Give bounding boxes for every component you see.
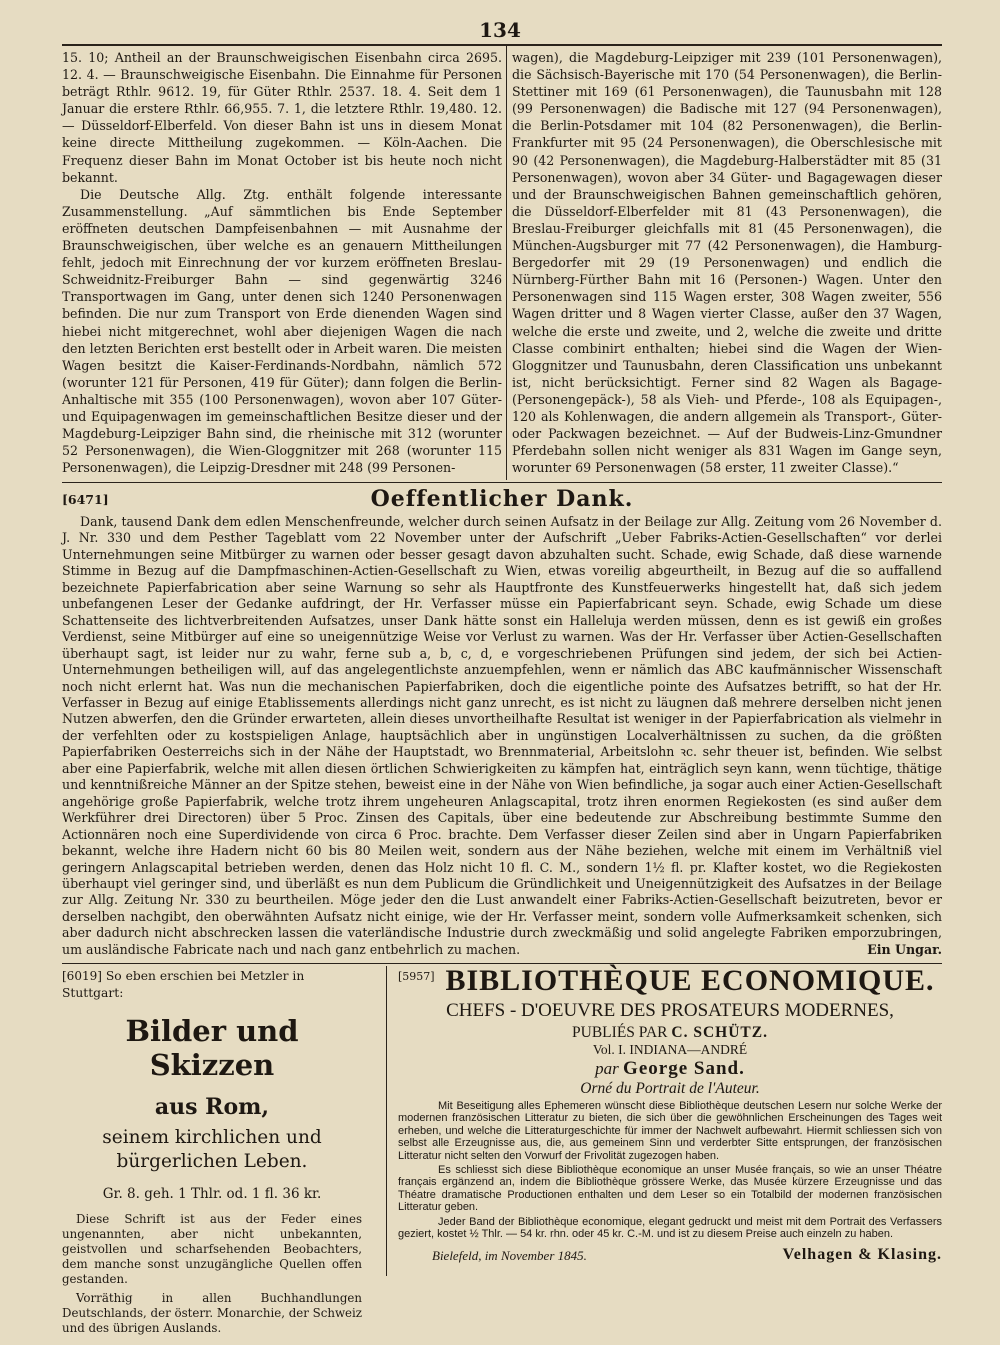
publisher-name: C. SCHÜTZ.	[671, 1024, 768, 1041]
dank-text: Dank, tausend Dank dem edlen Menschenfreunde, welcher durch seinen Aufsatz in der Beilage zur Allg. Zeitung vom 26 November d. J. Nr. 330 und dem Pesther Tageblatt vom 22 November unter der Aufschrift „Ueber Fabriks-Actien-Gesellschaften“ vor derlei Unternehmungen seine Mitbürger zu warnen oder besser gesagt davon abzuhalten sucht. Schade, ewig Schade, daß diese warnende Stimme in Bezug auf die Dampfmaschinen-Actien-Gesellschaft zu Wien, etwas voreilig abgeurtheilt, in Bezug auf die so auffallend bezeichnete Papierfabrication aber seine Warnung so sehr als Hauptfronte des Kunstfeuerwerks hingestellt hat, daß sich jedem unbefangenen Leser der Gedanke aufdringt, der Hr. Verfasser müsse ein Papierfabricant seyn. Schade, ewig Schade um diese Schattenseite des lichtverbreitenden Aufsatzes, unser Dank hätte sonst ein Halleluja werden müssen, denn es ist gewiß ein großes Verdienst, seine Mitbürger auf eine so uneigennützige Weise vor Verlust zu warnen. Was der Hr. Verfasser über Actien-Gesellschaften überhaupt sagt, ist leider nur zu wahr, ferne sub a, b, c, d, e vorgeschriebenen Prüfungen sind jedem, der sich bei Actien-Unternehmungen betheiligen will, auf das angelegentlichste anzuempfehlen, wenn er nämlich das ABC kaufmännischer Wissenschaft noch nicht erlernt hat. Was nun die mechanischen Papierfabriken, doch die eigentliche pointe des Aufsatzes betrifft, so hat der Hr. Verfasser in Bezug auf einige Etablissements allerdings nicht ganz unrecht, es ist nicht zu läugnen daß mehrere derselben nicht jenen Nutzen abwerfen, den die Gründer erwarteten, allein dieses unvortheilhafte Resultat ist weniger in der Papierfabrication als vielmehr in der verfehlten oder zu kostspieligen Anlage, hauptsächlich aber in ungünstigen Localverhältnissen zu suchen, da die größten Papierfabriken Oesterreichs sich in der Nähe der Hauptstadt, wo Brennmaterial, Arbeitslohn ꝛc. sehr theuer ist, befinden. Wie selbst aber eine Papierfabrik, welche mit allen diesen örtlichen Schwierigkeiten zu kämpfen hat, einträglich seyn kann, wenn tüchtige, thätige und kenntnißreiche Männer an der Spitze stehen, beweist eine in der Nähe von Wien befindliche, ja sogar auch einer Actien-Gesellschaft angehörige große Papierfabrik, welche trotz ihrem ungeheuren Anlagscapital, trotz ihren enormen Regiekosten (es sind außer dem Werkführer drei Directoren) über 5 Proc. Zinsen des Capitals, über eine bedeutende zur Abschreibung bestimmte Summe den Actionnären noch eine Superdividende von circa 6 Proc. brachte. Dem Verfasser dieser Zeilen sind aber in Ungarn Papierfabriken bekannt, welche ihre Hadern nicht 60 bis 80 Meilen weit, sondern aus der Nähe beziehen, welche mit einem im Verhältniß viel geringern Anlagscapital betrieben werden, denen das Holz nicht 10 fl. C. M., sondern 1½ fl. pr. Klafter kostet, wo die Regiekosten überhaupt viel geringer sind, und überläßt es nun dem Publicum die Gründlichkeit und Uneigennützigkeit des Aufsatzes in der Beilage zur Allg. Zeitung Nr. 330 zu beurtheilen. Möge jeder den die Lust anwandelt einer Fabriks-Actien-Gesellschaft beizutreten, bevor er derselben nachgibt, den oberwähnten Aufsatz nicht einige, wie der Hr. Verfasser meint, sondern volle Aufmerksamkeit schenken, sich aber dadurch nicht abschrecken lassen die vaterländische Industrie durch zweckmäßig und solid angelegte Fabriken emporzubringen, um ausländische Fabricate nach und nach ganz entbehrlich zu machen.	[62, 514, 942, 957]
publies-label: PUBLIÉS PAR	[572, 1024, 668, 1041]
ads-divider	[386, 966, 387, 1276]
ad-left-availability: Vorräthig in allen Buchhandlungen Deutschlands, der österr. Monarchie, der Schweiz und des übrigen Auslands.	[62, 1291, 363, 1335]
ad-right-paragraph-3: Jeder Band der Bibliothèque economique, elegant gedruckt und meist mit dem Portrait des Verfassers geziert, kostet ½ Thlr. — 54 kr. rhn. oder 45 kr. C.-M. und ist zu diesem Preise auch einzeln zu haben.	[398, 1215, 942, 1241]
ad-bibliotheque	[398, 964, 942, 1266]
page-number: 134	[479, 18, 521, 42]
ad-left-subtitle: seinem kirchlichen und bürgerlichen Leben.	[102, 1127, 322, 1172]
ad-left-intro	[62, 968, 362, 1002]
ad-left-price: Gr. 8. geh. 1 Thlr. od. 1 fl. 36 kr.	[102, 1186, 322, 1202]
dank-signature: Ein Ungar.	[867, 941, 942, 957]
ad-left-code: [6019]	[62, 969, 102, 983]
ad-right-code: [5957]	[398, 970, 435, 983]
ad-right-publies	[398, 1024, 942, 1042]
ad-right-paragraph-2: Es schliesst sich diese Bibliothèque economique an unser Musée français, so wie an unser Théatre français ergänzend an, indem die Bibliothèque grössere Werke, das Musée kürzere Erzeugnisse und das Théatre dramatische Productionen enthalten und dem Leser so ein Totalbild der modernen französischen Litteratur geben.	[398, 1164, 942, 1214]
ad-right-chefs: CHEFS - D'OEUVRE DES PROSATEURS MODERNES,	[446, 1000, 894, 1021]
dank-ad-code: [6471]	[62, 492, 109, 507]
author-name: George Sand.	[623, 1058, 745, 1079]
ad-left-title: Bilder und Skizzen	[125, 1014, 299, 1082]
ad-right-paragraph-1: Mit Beseitigung alles Ephemeren wünscht diese Bibliothèque deutschen Lesern nur solche Werke der modernen französischen Litteratur zu bieten, die sich über die gewöhnlichen Erscheinungen des Tages weit erheben, und welche die Litteraturgeschichte für immer der Nachwelt aufbewahrt. Hiermit schliessen sich von selbst alle Erzeugnisse aus, die, aus gemeinem Sinn und verderbter Sitte entsprungen, der französischen Litteratur nicht selten den Vorwurf der Frivolität zugezogen haben.	[398, 1100, 942, 1162]
left-column	[62, 49, 502, 476]
ad-left-description: Diese Schrift ist aus der Feder eines ungenannten, aber nicht unbekannten, geistvollen und scharfsehenden Beobachters, dem manche sonst unzugängliche Quellen offen gestanden.	[62, 1212, 362, 1286]
ad-right-orne: Orné du Portrait de l'Auteur.	[580, 1080, 760, 1097]
dank-article	[62, 514, 942, 958]
ad-right-title: BIBLIOTHÈQUE ECONOMIQUE.	[445, 964, 935, 997]
column-divider	[506, 46, 507, 480]
section-rule	[62, 482, 942, 483]
ad-right-volume: Vol. I. INDIANA—ANDRÉ	[592, 1042, 748, 1057]
ad-bilder-skizzen	[62, 968, 362, 1336]
ad-right-author-line	[398, 1058, 942, 1080]
ad-right-place-date: Bielefeld, im November 1845.	[432, 1248, 587, 1264]
ad-left-line1: So eben erschien bei Metzler in Stuttgart:	[62, 969, 305, 1000]
ad-right-footer	[398, 1246, 942, 1266]
left-paragraph-statistics: Die Deutsche Allg. Ztg. enthält folgende interessante Zusammenstellung. „Auf sämmtlichen bis Ende September eröffneten deutschen Dampfeisenbahnen — mit Ausnahme der Braunschweigischen, über welche es an genauern Mittheilungen fehlt, jedoch mit Einrechnung der vor kurzem eröffneten Breslau-Schweidnitz-Freiburger Bahn — sind gegenwärtig 3246 Transportwagen im Gang, unter denen sich 1240 Personenwagen befinden. Die nur zum Transport von Erde dienenden Wagen sind hiebei nicht mitgerechnet, wohl aber diejenigen Wagen die nach den letzten Berichten erst bestellt oder in Arbeit waren. Die meisten Wagen besitzt die Kaiser-Ferdinands-Nordbahn, nämlich 572 (worunter 121 für Personen, 419 für Güter); dann folgen die Berlin-Anhaltische mit 355 (100 Personenwagen), wovon aber 107 Güter- und Equipagenwagen im gemeinschaftlichen Besitze dieser und der Magdeburg-Leipziger Bahn sind, die rheinische mit 312 (worunter 52 Personenwagen), die Wien-Gloggnitzer mit 268 (worunter 115 Personenwagen), die Leipzig-Dresdner mit 248 (99 Personen-	[62, 186, 502, 476]
dank-header	[62, 486, 942, 516]
ad-left-title2: aus Rom,	[154, 1094, 270, 1120]
left-paragraph-railway: 15. 10; Antheil an der Braunschweigischen Eisenbahn circa 2695. 12. 4. — Braunschweigische Eisenbahn. Die Einnahme für Personen beträgt Rthlr. 9612. 19, für Güter Rthlr. 2537. 18. 4. Seit dem 1 Januar die erstere Rthlr. 66,955. 7. 1, die letztere Rthlr. 19,480. 12. — Düsseldorf-Elberfeld. Von dieser Bahn ist uns in diesem Monat keine directe Mittheilung zugekommen. — Köln-Aachen. Die Frequenz dieser Bahn im Monat October ist bis heute noch nicht bekannt.	[62, 50, 502, 185]
par-label: par	[595, 1059, 619, 1078]
dank-body-text	[62, 514, 942, 958]
dank-title: Oeffentlicher Dank.	[370, 486, 634, 512]
header-rule	[62, 44, 942, 46]
ad-right-publisher: Velhagen & Klasing.	[782, 1246, 942, 1264]
right-column	[512, 49, 942, 476]
right-paragraph-wagons: wagen), die Magdeburg-Leipziger mit 239 (101 Personenwagen), die Sächsisch-Bayerische mit 170 (54 Personenwagen), die Berlin-Stettiner mit 169 (61 Personenwagen), die Taunusbahn mit 128 (99 Personenwagen) die Badische mit 127 (94 Personenwagen), die Berlin-Potsdamer mit 104 (82 Personenwagen), die Berlin-Frankfurter mit 95 (24 Personenwagen), die Oberschlesische mit 90 (42 Personenwagen), die Magdeburg-Halberstädter mit 85 (31 Personenwagen), wovon aber 34 Güter- und Bagagewagen dieser und der Braunschweigischen Bahnen gemeinschaftlich gehören, die Düsseldorf-Elberfelder mit 81 (43 Personenwagen), die Breslau-Freiburger gleichfalls mit 81 (45 Personenwagen), die München-Augsburger mit 77 (42 Personenwagen), die Hamburg-Bergedorfer mit 29 (19 Personenwagen) und endlich die Nürnberg-Fürther Bahn mit 16 (Personen-) Wagen. Unter den Personenwagen sind 115 Wagen erster, 308 Wagen zweiter, 556 Wagen dritter und 8 Wagen vierter Classe, außer den 37 Wagen, welche die erste und zweite, und 2, welche die zweite und dritte Classe combinirt enthalten; hiebei sind die Wagen der Wien-Gloggnitzer und Taunusbahn, deren Classification uns unbekannt ist, nicht berücksichtigt. Ferner sind 82 Wagen als Bagage- (Personengepäck-), 58 als Vieh- und Pferde-, 108 als Equipagen-, 120 als Kohlenwagen, die andern allgemein als Transport-, Güter- oder Packwagen bezeichnet. — Auf der Budweis-Linz-Gmundner Pferdebahn sollen nicht weniger als 831 Wagen im Gange seyn, worunter 69 Personenwagen (58 erster, 11 zweiter Classe).“	[512, 50, 942, 476]
